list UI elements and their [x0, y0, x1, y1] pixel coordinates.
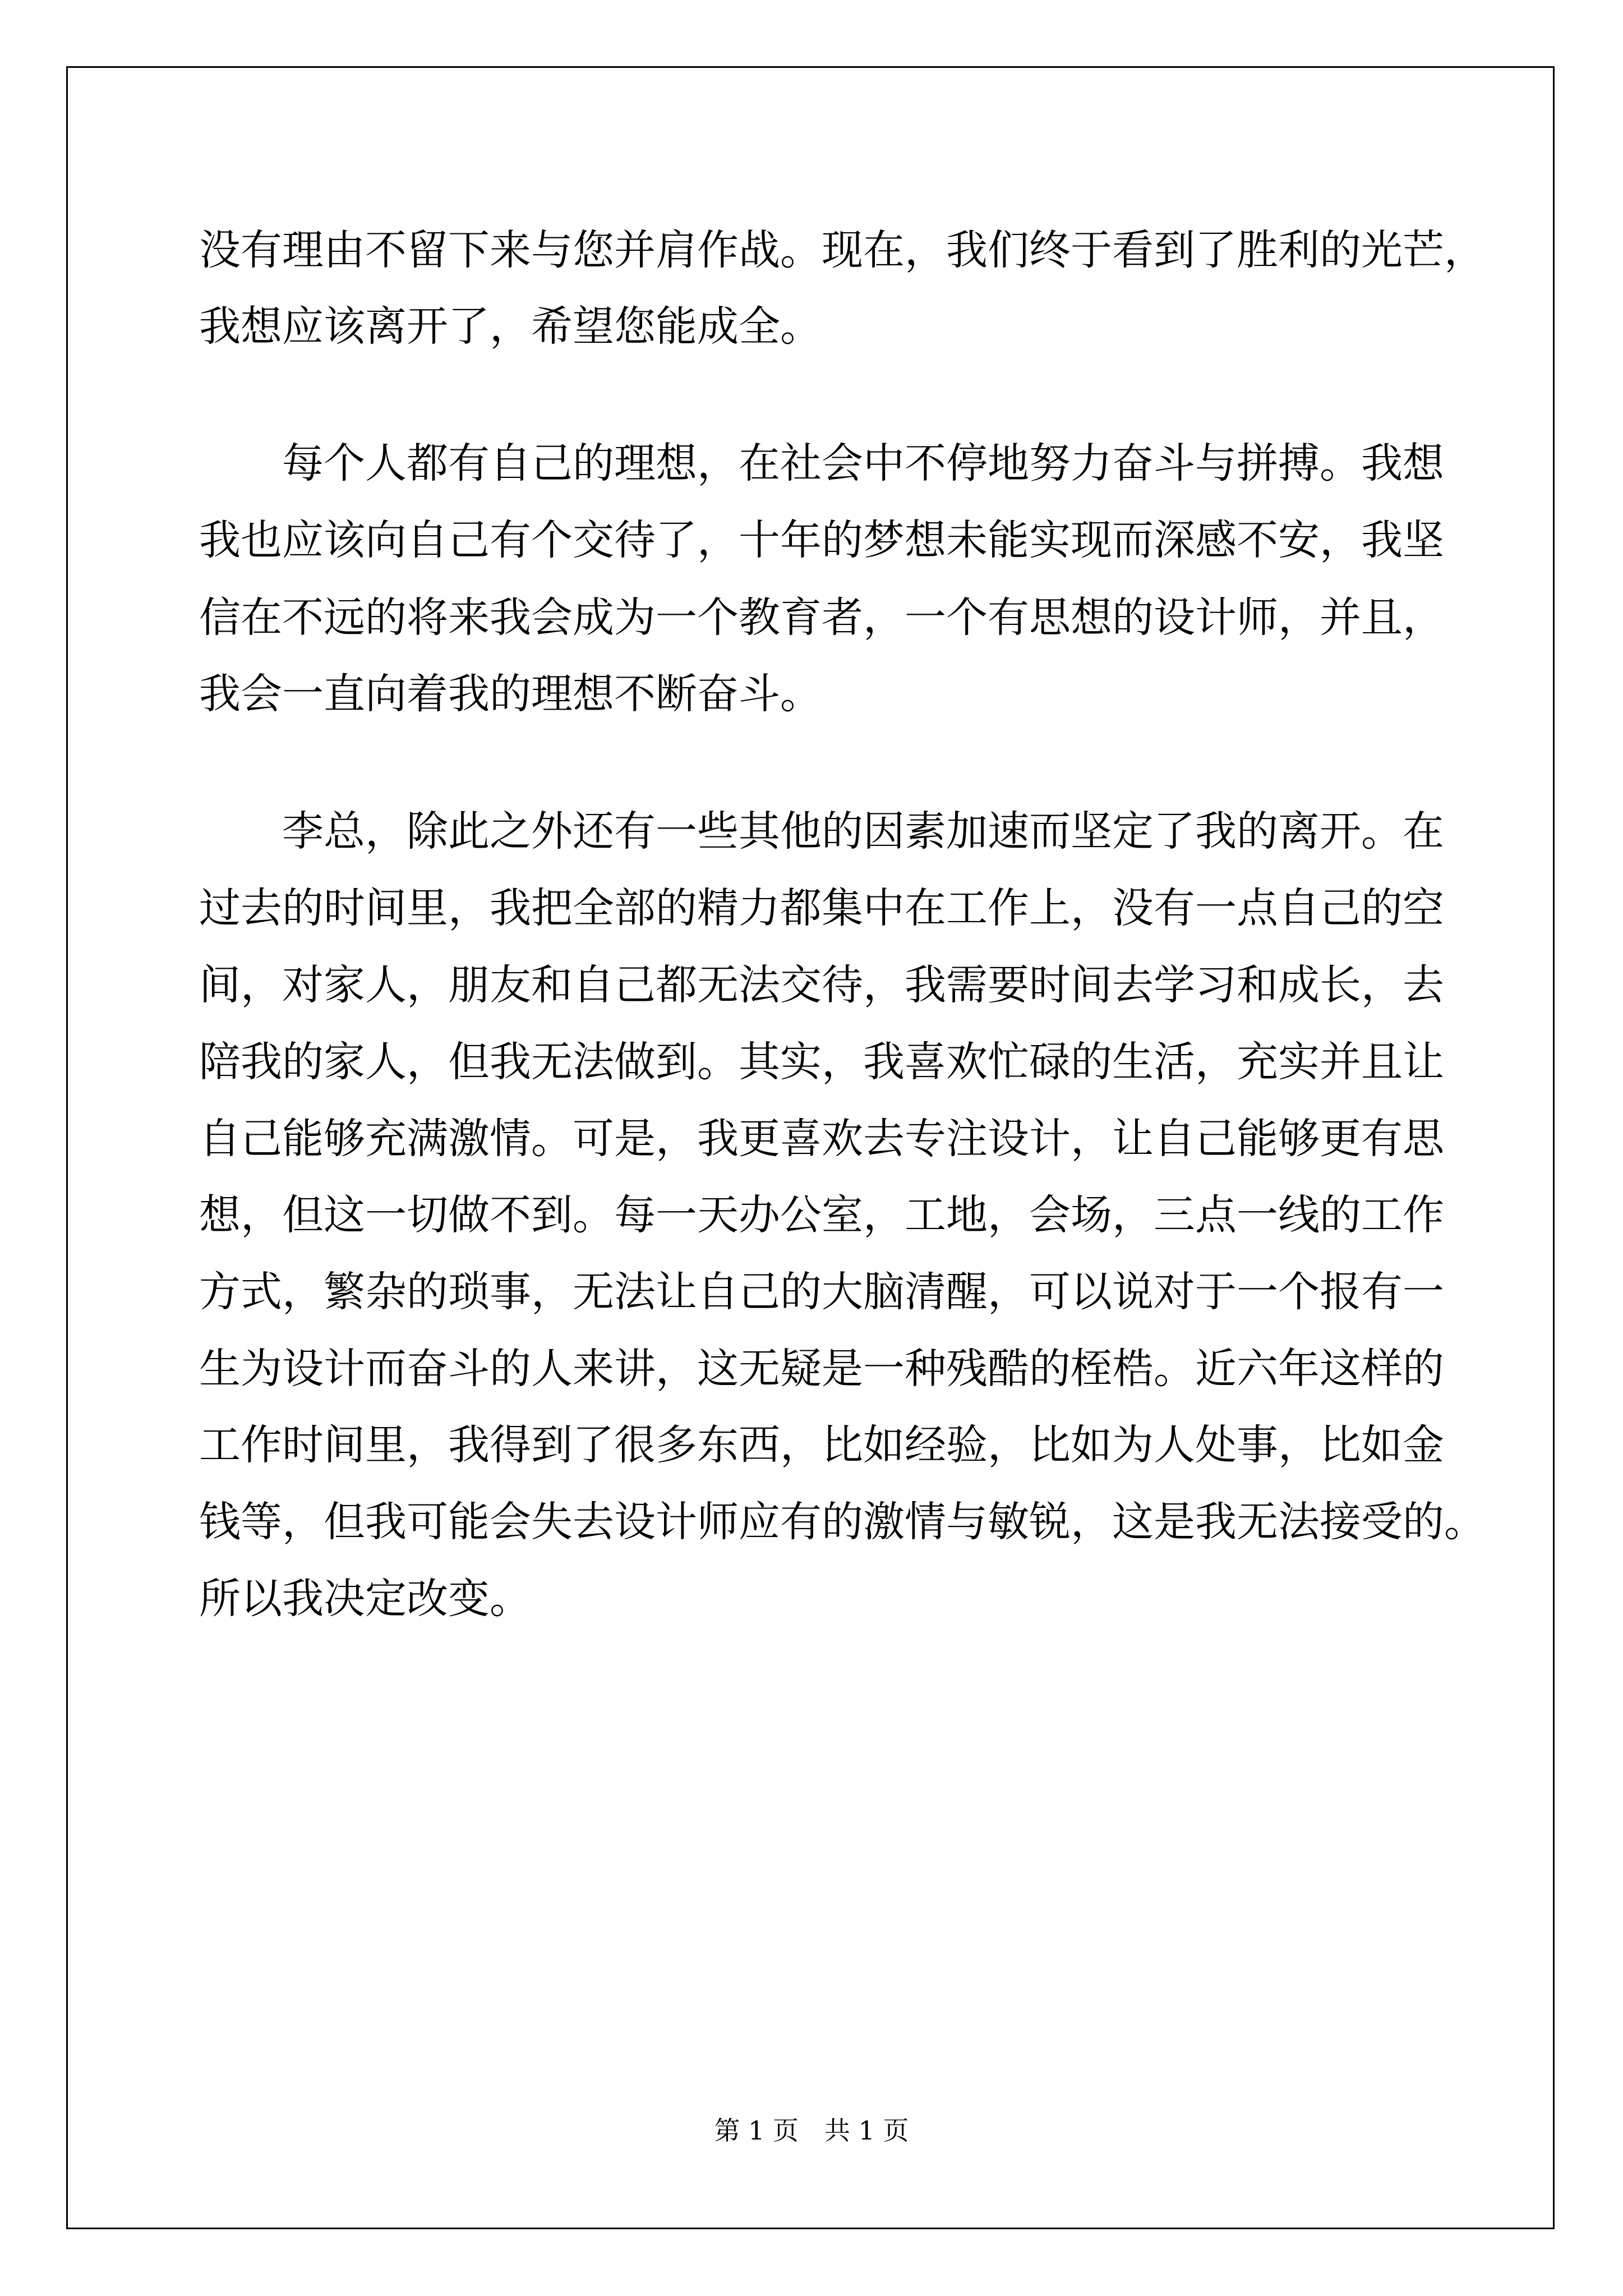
- paragraph-line: 间，对家人，朋友和自己都无法交待，我需要时间去学习和成长，去: [199, 961, 1444, 1009]
- paragraph-line: 我也应该向自己有个交待了，十年的梦想未能实现而深感不安，我坚: [199, 516, 1444, 564]
- paragraph-line: 每个人都有自己的理想，在社会中不停地努力奋斗与拼搏。我想: [282, 439, 1444, 487]
- page-number-footer: 第 1 页 共 1 页: [714, 2115, 909, 2146]
- paragraph-line: 自己能够充满激情。可是，我更喜欢去专注设计，让自己能够更有思: [199, 1115, 1444, 1163]
- paragraph-line: 没有理由不留下来与您并肩作战。现在，我们终于看到了胜利的光芒，: [199, 226, 1486, 274]
- paragraph-line: 所以我决定改变。: [199, 1575, 531, 1623]
- paragraph-line: 生为设计而奋斗的人来讲，这无疑是一种残酷的桎梏。近六年这样的: [199, 1345, 1444, 1393]
- paragraph-line: 过去的时间里，我把全部的精力都集中在工作上，没有一点自己的空: [199, 884, 1444, 932]
- paragraph-line: 我想应该离开了，希望您能成全。: [199, 302, 822, 351]
- paragraph-line: 信在不远的将来我会成为一个教育者，一个有思想的设计师，并且，: [199, 593, 1444, 642]
- paragraph-line: 李总，除此之外还有一些其他的因素加速而坚定了我的离开。在: [282, 807, 1444, 855]
- paragraph-line: 钱等，但我可能会失去设计师应有的激情与敏锐，这是我无法接受的。: [199, 1498, 1486, 1546]
- paragraph-line: 想，但这一切做不到。每一天办公室，工地，会场，三点一线的工作: [199, 1191, 1444, 1239]
- paragraph-line: 我会一直向着我的理想不断奋斗。: [199, 670, 822, 718]
- paragraph-line: 工作时间里，我得到了很多东西，比如经验，比如为人处事，比如金: [199, 1421, 1444, 1469]
- paragraph-line: 方式，繁杂的琐事，无法让自己的大脑清醒，可以说对于一个报有一: [199, 1268, 1444, 1316]
- paragraph-line: 陪我的家人，但我无法做到。其实，我喜欢忙碌的生活，充实并且让: [199, 1038, 1444, 1086]
